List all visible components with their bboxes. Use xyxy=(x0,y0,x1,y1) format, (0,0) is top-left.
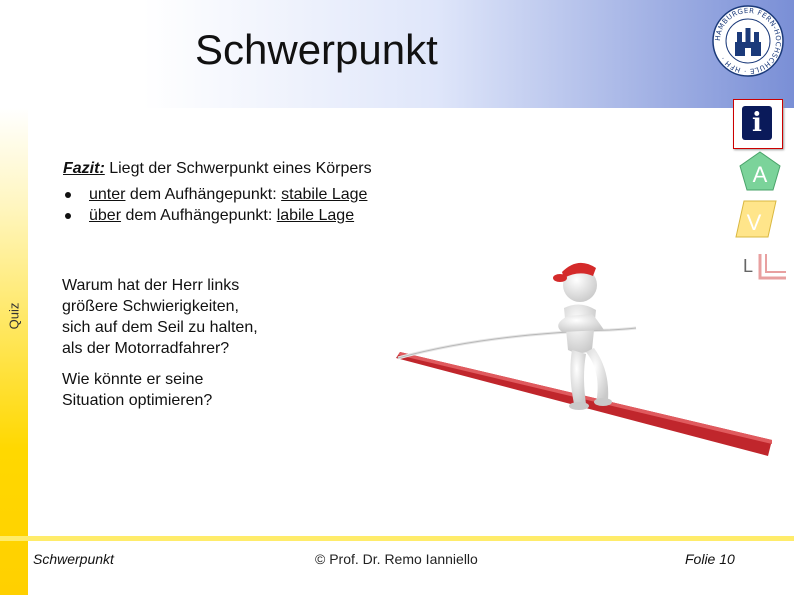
list-item xyxy=(63,205,367,226)
footer-slide-number: Folie 10 xyxy=(685,551,735,567)
footer-copyright: © Prof. Dr. Remo Ianniello xyxy=(315,551,478,567)
nav-l-label: L xyxy=(742,256,754,276)
fazit-text: Liegt der Schwerpunkt eines Körpers xyxy=(104,160,372,177)
question-line: Wie könnte er seine xyxy=(62,371,204,388)
logo-ring-text: HAMBURGER FERN-HOCHSCHULE · HFH · xyxy=(713,6,783,76)
bullet-lead: unter xyxy=(89,186,126,203)
nav-a-label: A xyxy=(752,162,768,187)
question-block-1 xyxy=(62,275,258,359)
question-line: als der Motorradfahrer? xyxy=(62,340,230,357)
nav-button-a[interactable] xyxy=(738,150,782,192)
quiz-sidebar xyxy=(0,108,28,595)
bullet-lead: über xyxy=(89,207,122,224)
question-block-2 xyxy=(62,369,212,411)
fazit-line xyxy=(63,158,372,179)
info-button[interactable] xyxy=(733,99,783,149)
nav-button-v[interactable] xyxy=(734,199,778,239)
footer-topic: Schwerpunkt xyxy=(33,551,114,567)
slide-title: Schwerpunkt xyxy=(195,26,438,73)
tightrope-walker-illustration xyxy=(396,254,772,458)
question-line: sich auf dem Seil zu halten, xyxy=(62,319,258,336)
bullet-text: dem Aufhängepunkt: xyxy=(121,207,277,224)
list-item xyxy=(63,184,367,205)
fazit-label: Fazit: xyxy=(63,160,105,177)
info-icon: i xyxy=(742,106,772,140)
bullet-text: dem Aufhängepunkt: xyxy=(125,186,282,203)
sidebar-label: Quiz xyxy=(6,302,22,330)
question-line: Situation optimieren? xyxy=(62,392,213,409)
bullet-result: stabile Lage xyxy=(281,186,368,203)
question-line: Warum hat der Herr links xyxy=(62,277,240,294)
university-logo xyxy=(711,4,785,78)
question-line: größere Schwierigkeiten, xyxy=(62,298,239,315)
footer-divider xyxy=(0,536,794,541)
bullet-result: labile Lage xyxy=(276,207,355,224)
fazit-bullet-list xyxy=(63,184,367,226)
nav-v-label: V xyxy=(746,210,762,235)
